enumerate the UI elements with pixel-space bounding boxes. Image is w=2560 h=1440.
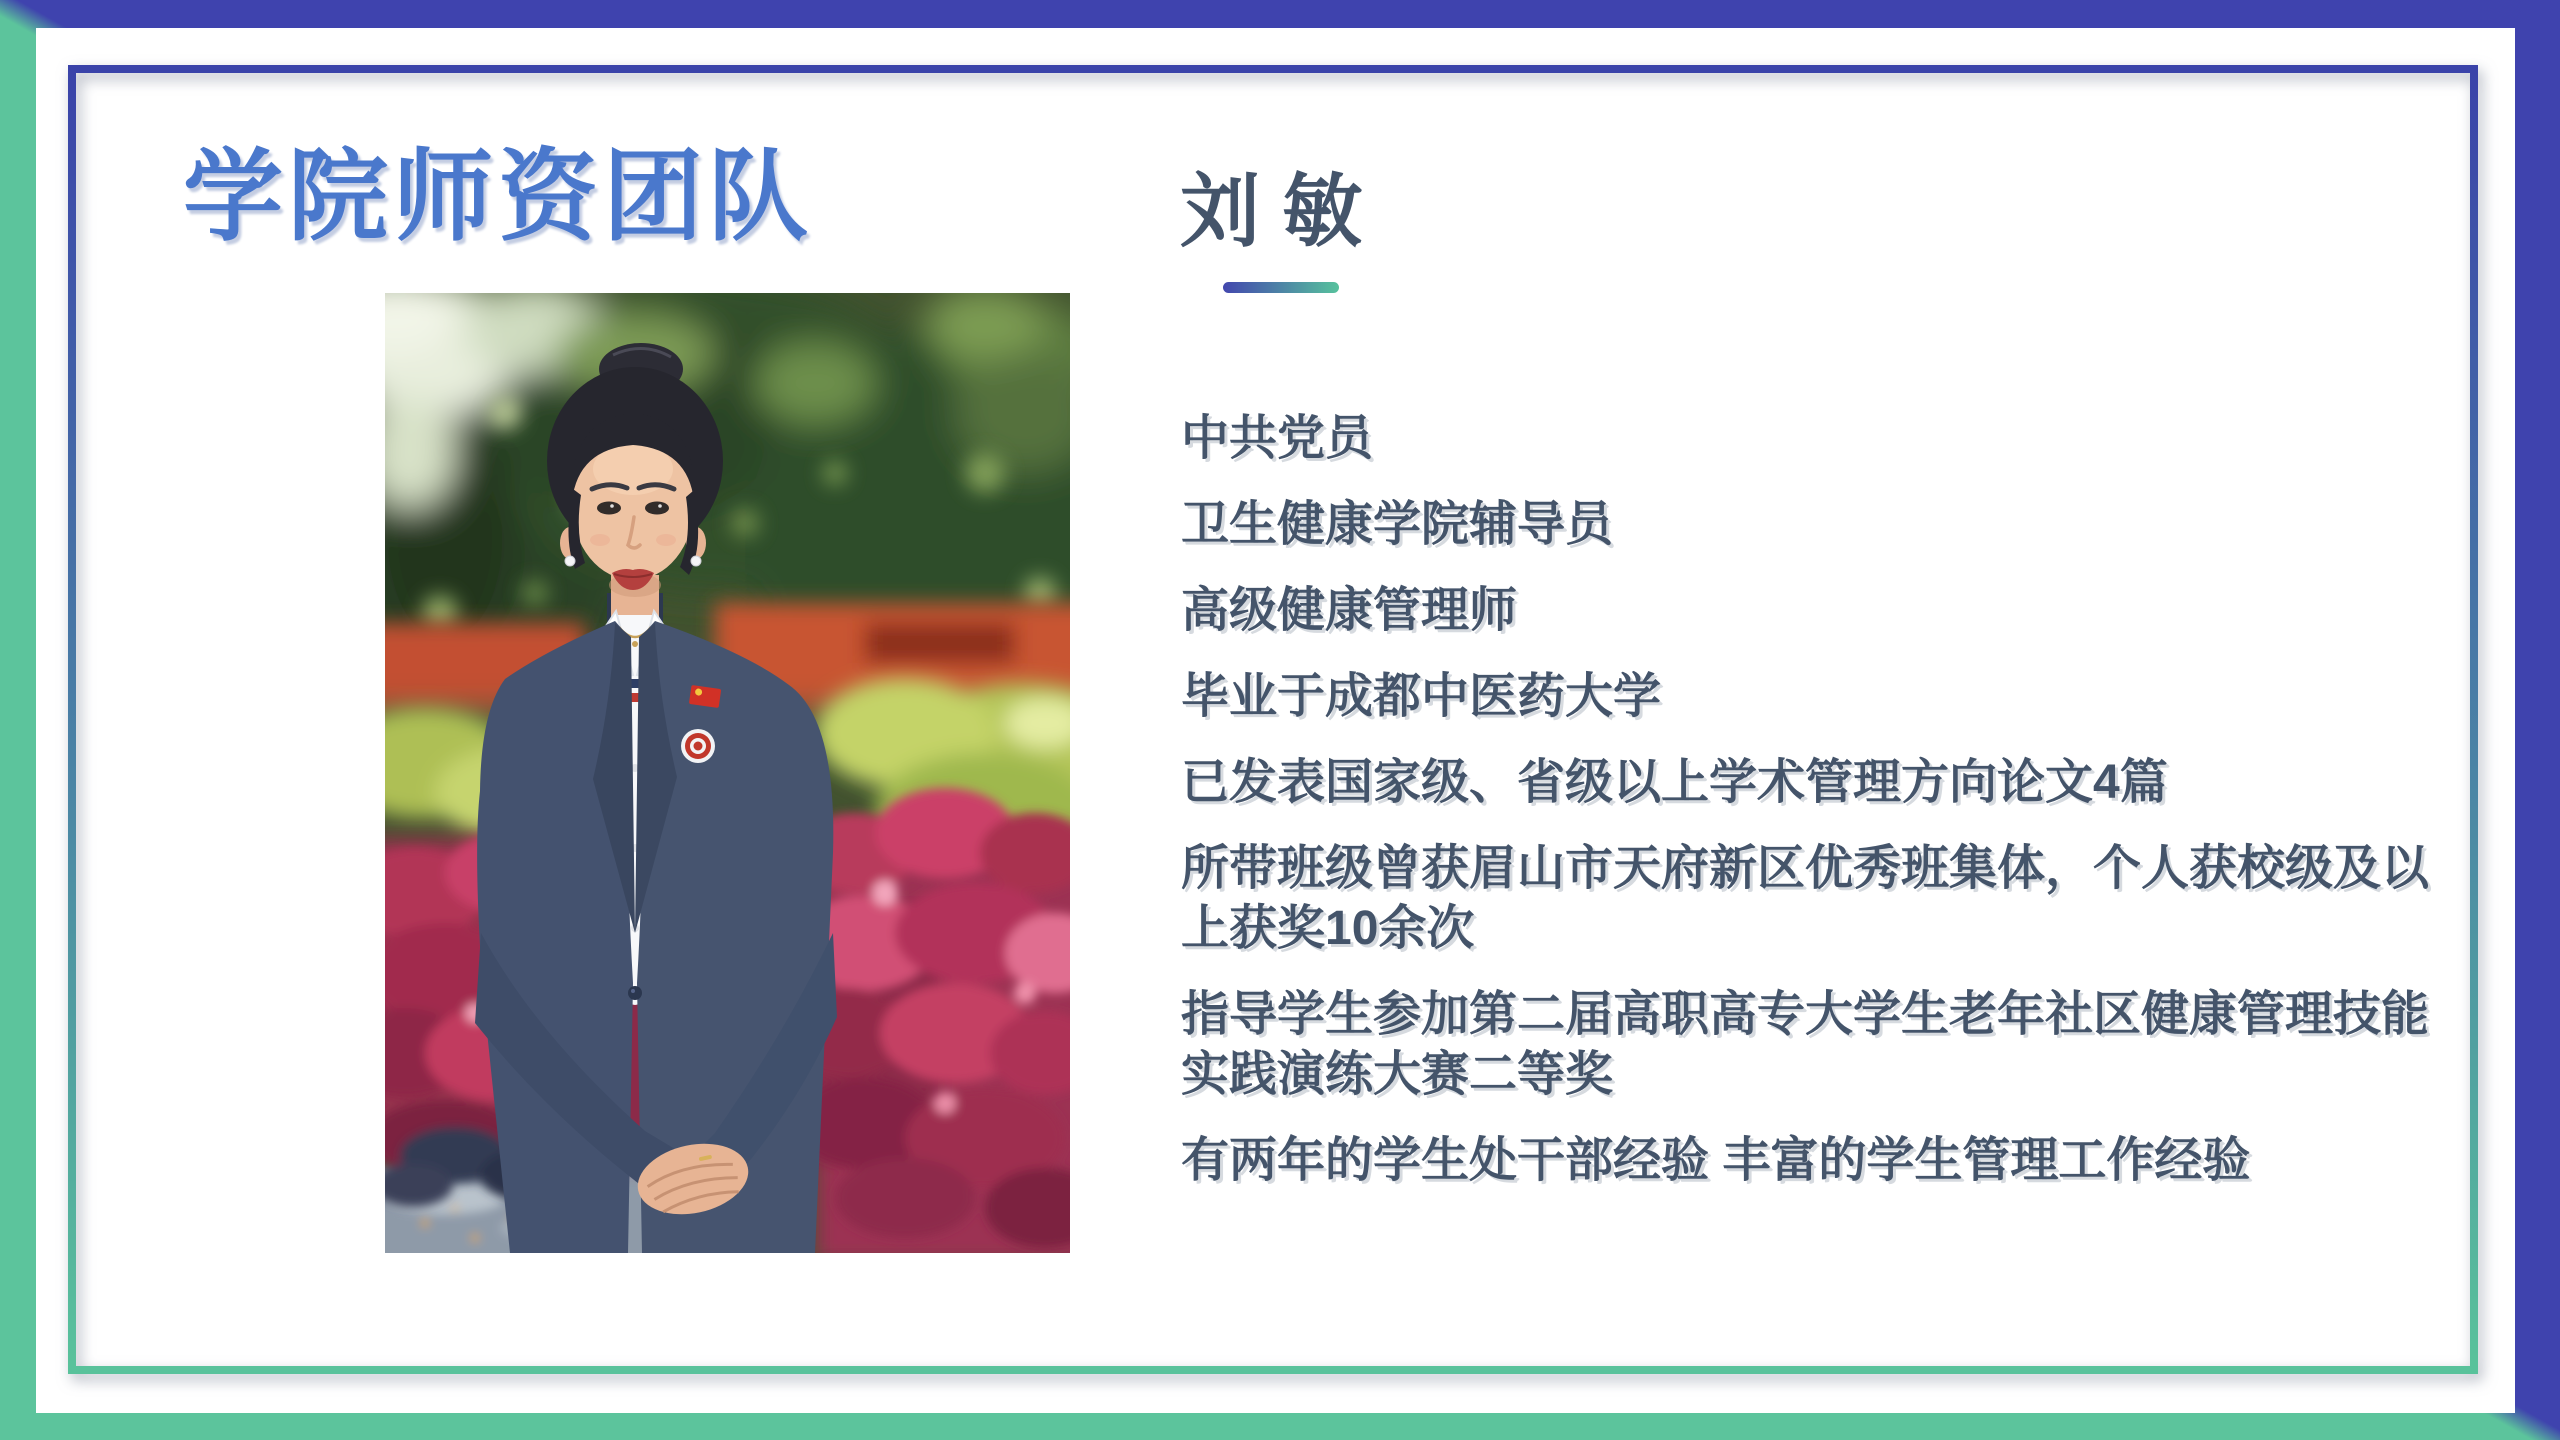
profile-item: [1181, 495, 2511, 555]
pearl-earring: [565, 556, 575, 566]
profile-item: [1181, 1131, 2511, 1191]
profile-line: 上获奖10余次: [1181, 902, 1475, 955]
profile-line: 指导学生参加第二届高职高专大学生老年社区健康管理技能: [1181, 988, 2430, 1041]
profile-item: [1181, 667, 2511, 727]
profile-line: 已发表国家级、省级以上学术管理方向论文4篇: [1181, 756, 2168, 809]
page-title: 学院师资团队: [183, 141, 813, 253]
profile-line: 中共党员: [1181, 412, 1374, 465]
profile-item: [1181, 839, 2511, 959]
profile-item: [1181, 581, 2511, 641]
profile-line: 所带班级曾获眉山市天府新区优秀班集体，个人获校级及以: [1181, 842, 2430, 895]
portrait-photo: [385, 293, 1070, 1253]
name-underline: [1223, 282, 1339, 293]
pearl-earring: [691, 556, 701, 566]
profile-item: [1181, 753, 2511, 813]
person-suit: [475, 621, 837, 1253]
profile-line: 毕业于成都中医药大学: [1181, 670, 1662, 723]
profile-list: [1181, 409, 2511, 1217]
profile-item: [1181, 409, 2511, 469]
portrait-photo-graphic: [385, 293, 1070, 1253]
profile-line: 有两年的学生处干部经验 丰富的学生管理工作经验: [1181, 1134, 2251, 1187]
profile-line: 高级健康管理师: [1181, 584, 1518, 637]
profile-line: 实践演练大赛二等奖: [1181, 1048, 1614, 1101]
profile-line: 卫生健康学院辅导员: [1181, 498, 1614, 551]
person-name: 刘 敏: [1180, 167, 1363, 256]
profile-item: [1181, 985, 2511, 1105]
